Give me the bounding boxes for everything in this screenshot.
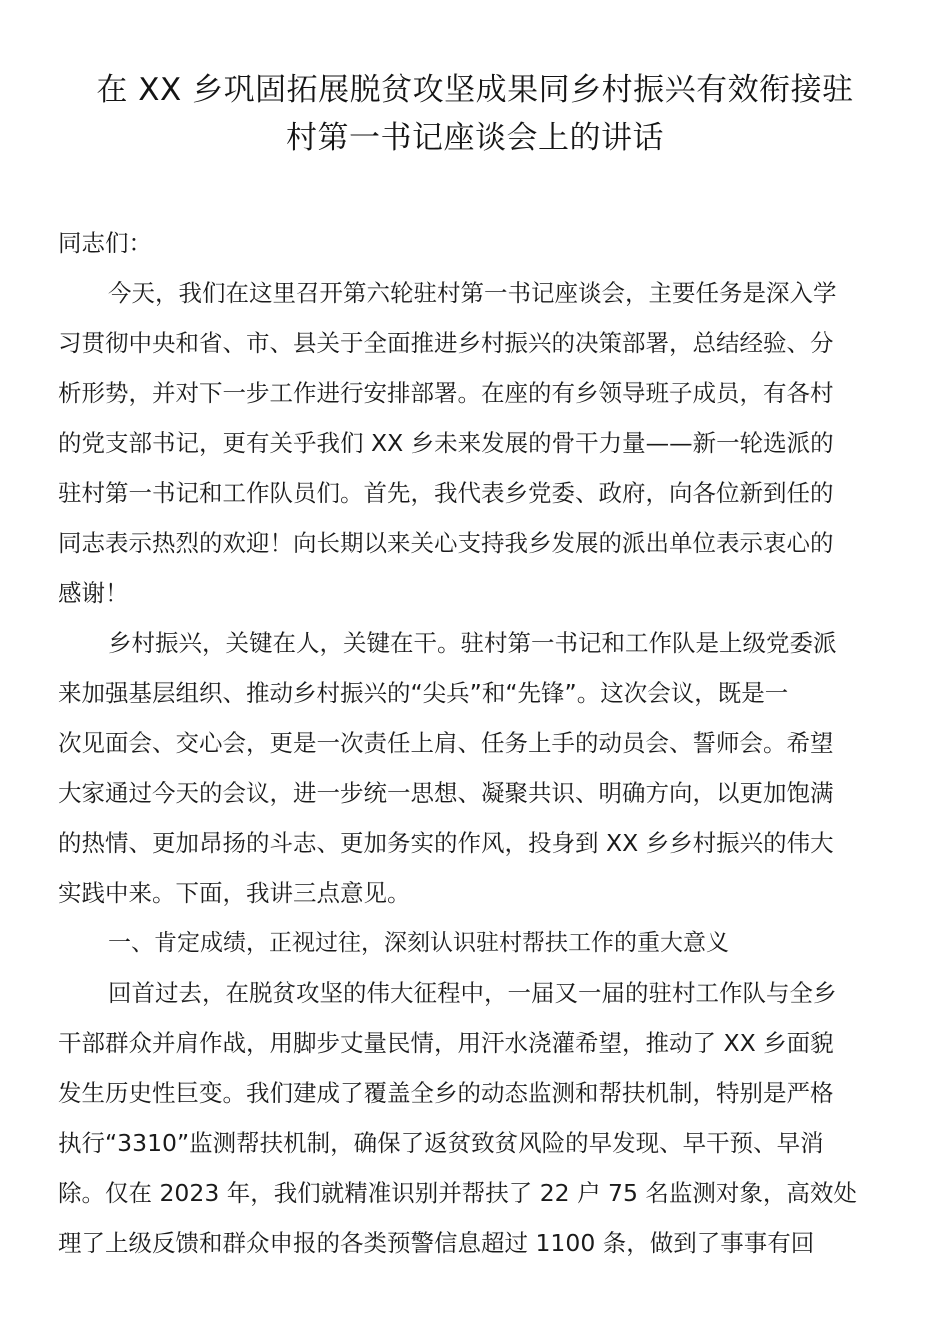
paragraph-purpose — [58, 618, 890, 918]
paragraph-line: 干部群众并肩作战，用脚步丈量民情，用汗水浇灌希望，推动了 XX 乡面貌 — [58, 1029, 834, 1057]
paragraph-line: 今天，我们在这里召开第六轮驻村第一书记座谈会，主要任务是深入学 — [108, 279, 837, 307]
paragraph-line: 的热情、更加昂扬的斗志、更加务实的作风，投身到 XX 乡乡村振兴的伟大 — [58, 829, 834, 857]
salutation: 同志们： — [58, 229, 152, 257]
paragraph-line: 大家通过今天的会议，进一步统一思想、凝聚共识、明确方向，以更加饱满 — [58, 779, 834, 807]
paragraph-line: 的党支部书记，更有关乎我们 XX 乡未来发展的骨干力量——新一轮选派的 — [58, 429, 834, 457]
paragraph-line: 乡村振兴，关键在人，关键在干。驻村第一书记和工作队是上级党委派 — [108, 629, 837, 657]
document-body — [58, 218, 890, 1268]
paragraph-review — [58, 968, 890, 1268]
document-title — [40, 66, 910, 162]
paragraph-line: 实践中来。下面，我讲三点意见。 — [58, 879, 411, 907]
paragraph-line: 发生历史性巨变。我们建成了覆盖全乡的动态监测和帮扶机制，特别是严格 — [58, 1079, 834, 1107]
paragraph-line: 来加强基层组织、推动乡村振兴的“尖兵”和“先锋”。这次会议，既是一 — [58, 679, 789, 707]
paragraph-line: 次见面会、交心会，更是一次责任上肩、任务上手的动员会、誓师会。希望 — [58, 729, 834, 757]
paragraph-line: 同志表示热烈的欢迎！向长期以来关心支持我乡发展的派出单位表示衷心的 — [58, 529, 834, 557]
paragraph-line: 执行“3310”监测帮扶机制，确保了返贫致贫风险的早发现、早干预、早消 — [58, 1129, 824, 1157]
section-heading: 一、肯定成绩，正视过往，深刻认识驻村帮扶工作的重大意义 — [108, 930, 729, 956]
paragraph-line: 回首过去，在脱贫攻坚的伟大征程中，一届又一届的驻村工作队与全乡 — [108, 979, 837, 1007]
paragraph-line: 析形势，并对下一步工作进行安排部署。在座的有乡领导班子成员，有各村 — [58, 379, 834, 407]
paragraph-line: 除。仅在 2023 年，我们就精准识别并帮扶了 22 户 75 名监测对象，高效处 — [58, 1179, 857, 1207]
paragraph-line: 驻村第一书记和工作队员们。首先，我代表乡党委、政府，向各位新到任的 — [58, 479, 834, 507]
paragraph-opening — [58, 268, 890, 618]
title-line: 村第一书记座谈会上的讲话 — [286, 120, 664, 156]
paragraph-line: 习贯彻中央和省、市、县关于全面推进乡村振兴的决策部署，总结经验、分 — [58, 329, 834, 357]
paragraph-line: 感谢！ — [58, 579, 129, 607]
title-line: 在 XX 乡巩固拓展脱贫攻坚成果同乡村振兴有效衔接驻 — [96, 72, 854, 108]
paragraph-line: 理了上级反馈和群众申报的各类预警信息超过 1100 条，做到了事事有回 — [58, 1229, 815, 1257]
